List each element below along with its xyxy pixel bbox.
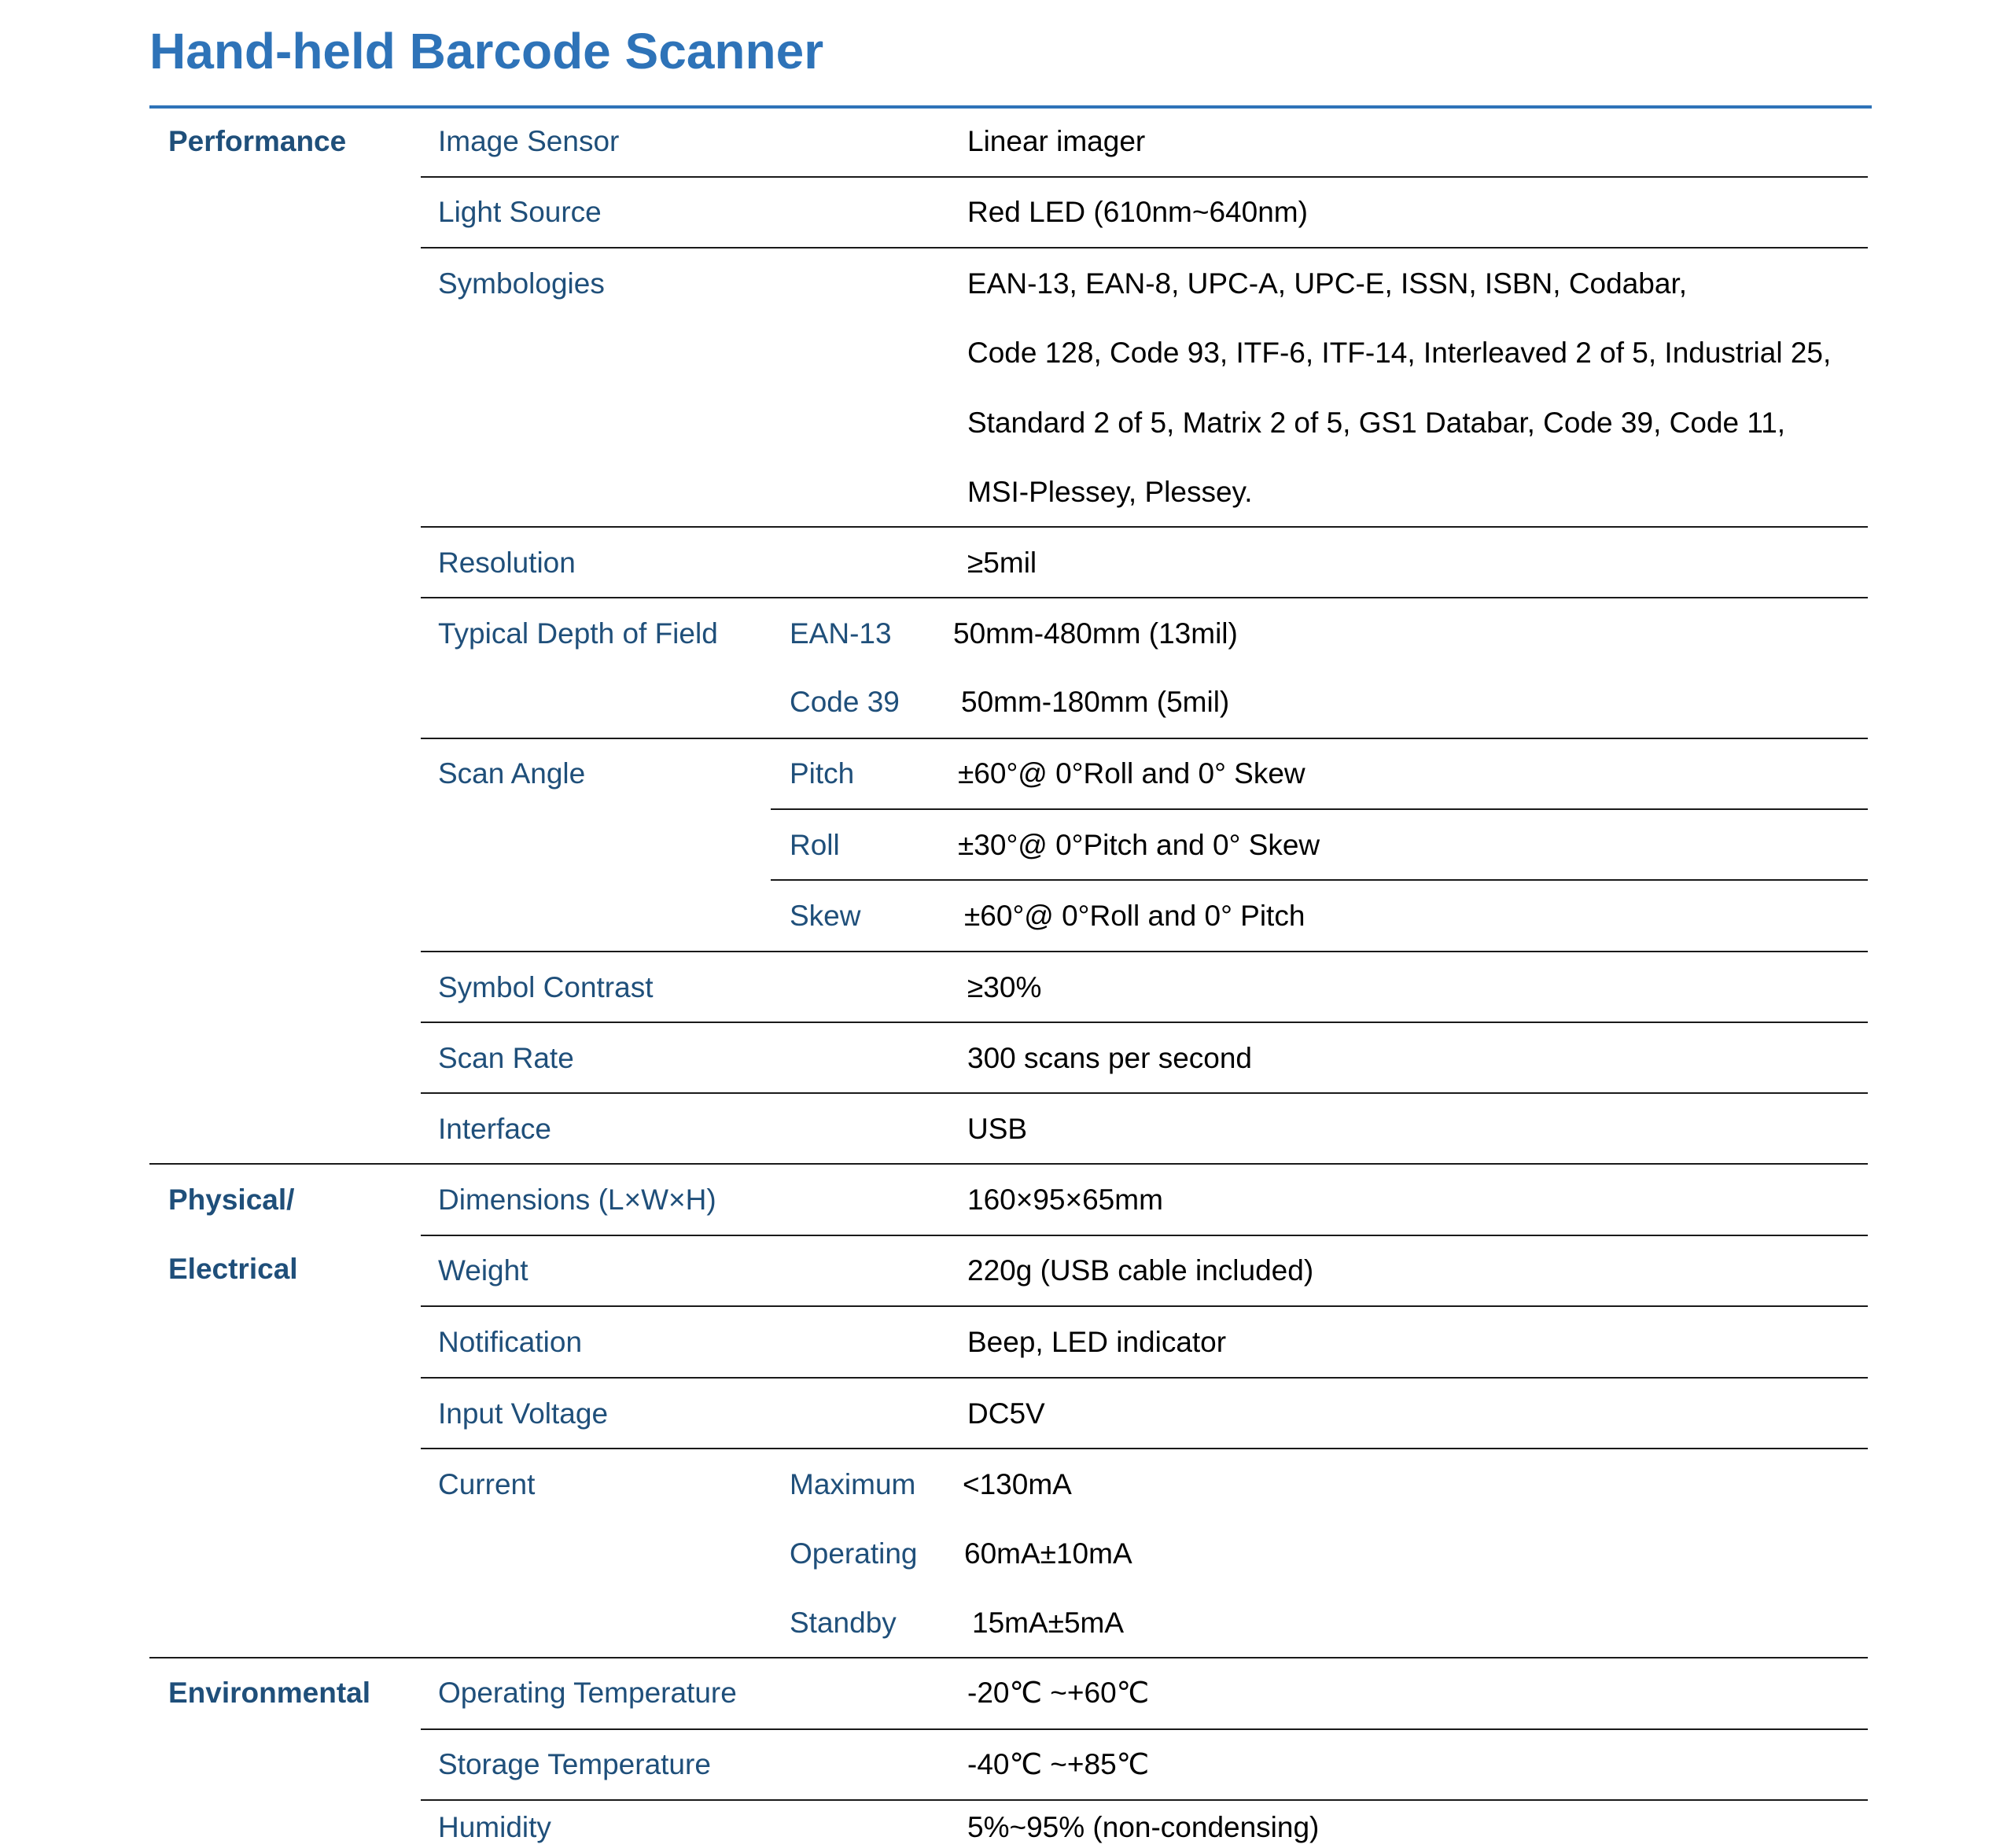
spec-value-dof-code39: 50mm-180mm (5mil) [961,686,1230,718]
spec-value-resolution: ≥5mil [967,547,1037,579]
row-divider [421,951,1868,952]
row-divider [421,738,1868,739]
spec-value-scan-skew: ±60°@ 0°Roll and 0° Pitch [964,900,1305,932]
spec-label-weight: Weight [438,1254,528,1287]
spec-label-image-sensor: Image Sensor [438,125,620,157]
spec-value-interface: USB [967,1113,1028,1145]
section-divider [149,1657,1868,1658]
section-divider [149,1163,1868,1165]
spec-label-operating-temperature: Operating Temperature [438,1677,737,1709]
spec-value-symbologies-line3: Standard 2 of 5, Matrix 2 of 5, GS1 Databar, Code 39, Code 11, [967,407,1786,439]
spec-value-symbol-contrast: ≥30% [967,971,1042,1003]
section-label-performance: Performance [168,125,347,157]
spec-sublabel-scan-skew: Skew [790,900,861,932]
spec-label-scan-rate: Scan Rate [438,1042,574,1074]
row-divider [421,247,1868,248]
spec-sublabel-scan-roll: Roll [790,829,840,861]
spec-label-dimensions: Dimensions (L×W×H) [438,1184,716,1216]
spec-sublabel-scan-pitch: Pitch [790,757,855,790]
spec-label-input-voltage: Input Voltage [438,1397,609,1430]
row-divider [421,526,1868,528]
spec-value-notification: Beep, LED indicator [967,1326,1227,1358]
spec-value-symbologies-line2: Code 128, Code 93, ITF-6, ITF-14, Interleaved 2 of 5, Industrial 25, [967,337,1832,369]
spec-label-symbol-contrast: Symbol Contrast [438,971,654,1003]
spec-value-operating-temperature: -20℃ ~+60℃ [967,1677,1150,1709]
spec-value-image-sensor: Linear imager [967,125,1146,157]
row-divider [421,1022,1868,1023]
sub-row-divider [771,879,1868,881]
spec-value-current-standby: 15mA±5mA [972,1607,1125,1639]
row-divider [421,1448,1868,1449]
spec-label-humidity: Humidity [438,1811,551,1843]
spec-label-symbologies: Symbologies [438,267,605,300]
spec-label-depth-of-field: Typical Depth of Field [438,617,718,650]
spec-value-dimensions: 160×95×65mm [967,1184,1163,1216]
spec-value-weight: 220g (USB cable included) [967,1254,1314,1287]
row-divider [421,1235,1868,1236]
spec-sublabel-dof-ean13: EAN-13 [790,617,892,650]
spec-value-input-voltage: DC5V [967,1397,1045,1430]
spec-label-current: Current [438,1468,536,1500]
row-divider [421,1728,1868,1730]
spec-label-resolution: Resolution [438,547,576,579]
spec-label-scan-angle: Scan Angle [438,757,586,790]
spec-value-current-operating: 60mA±10mA [964,1537,1132,1570]
row-divider [421,1305,1868,1307]
sub-row-divider [771,808,1868,810]
row-divider [421,1377,1868,1379]
section-label-physical-line2: Electrical [168,1253,298,1285]
spec-value-symbologies-line1: EAN-13, EAN-8, UPC-A, UPC-E, ISSN, ISBN, Codabar, [967,267,1688,300]
title-underline [149,105,1872,109]
row-divider [421,1092,1868,1094]
spec-value-light-source: Red LED (610nm~640nm) [967,196,1308,228]
spec-value-scan-pitch: ±60°@ 0°Roll and 0° Skew [958,757,1305,790]
row-divider [421,176,1868,178]
page-title: Hand-held Barcode Scanner [149,23,824,79]
spec-label-interface: Interface [438,1113,551,1145]
spec-sublabel-current-standby: Standby [790,1607,897,1639]
spec-value-current-maximum: <130mA [963,1468,1072,1500]
spec-value-humidity: 5%~95% (non-condensing) [967,1811,1320,1843]
spec-sublabel-current-operating: Operating [790,1537,918,1570]
spec-label-notification: Notification [438,1326,583,1358]
spec-value-storage-temperature: -40℃ ~+85℃ [967,1748,1150,1780]
section-label-environmental: Environmental [168,1677,370,1709]
spec-sublabel-dof-code39: Code 39 [790,686,900,718]
spec-value-dof-ean13: 50mm-480mm (13mil) [953,617,1238,650]
spec-label-storage-temperature: Storage Temperature [438,1748,711,1780]
row-divider [421,597,1868,598]
spec-label-light-source: Light Source [438,196,602,228]
spec-sublabel-current-maximum: Maximum [790,1468,916,1500]
section-label-physical-line1: Physical/ [168,1184,295,1216]
spec-value-scan-rate: 300 scans per second [967,1042,1253,1074]
row-divider [421,1799,1868,1801]
spec-value-symbologies-line4: MSI-Plessey, Plessey. [967,476,1253,508]
spec-value-scan-roll: ±30°@ 0°Pitch and 0° Skew [958,829,1320,861]
